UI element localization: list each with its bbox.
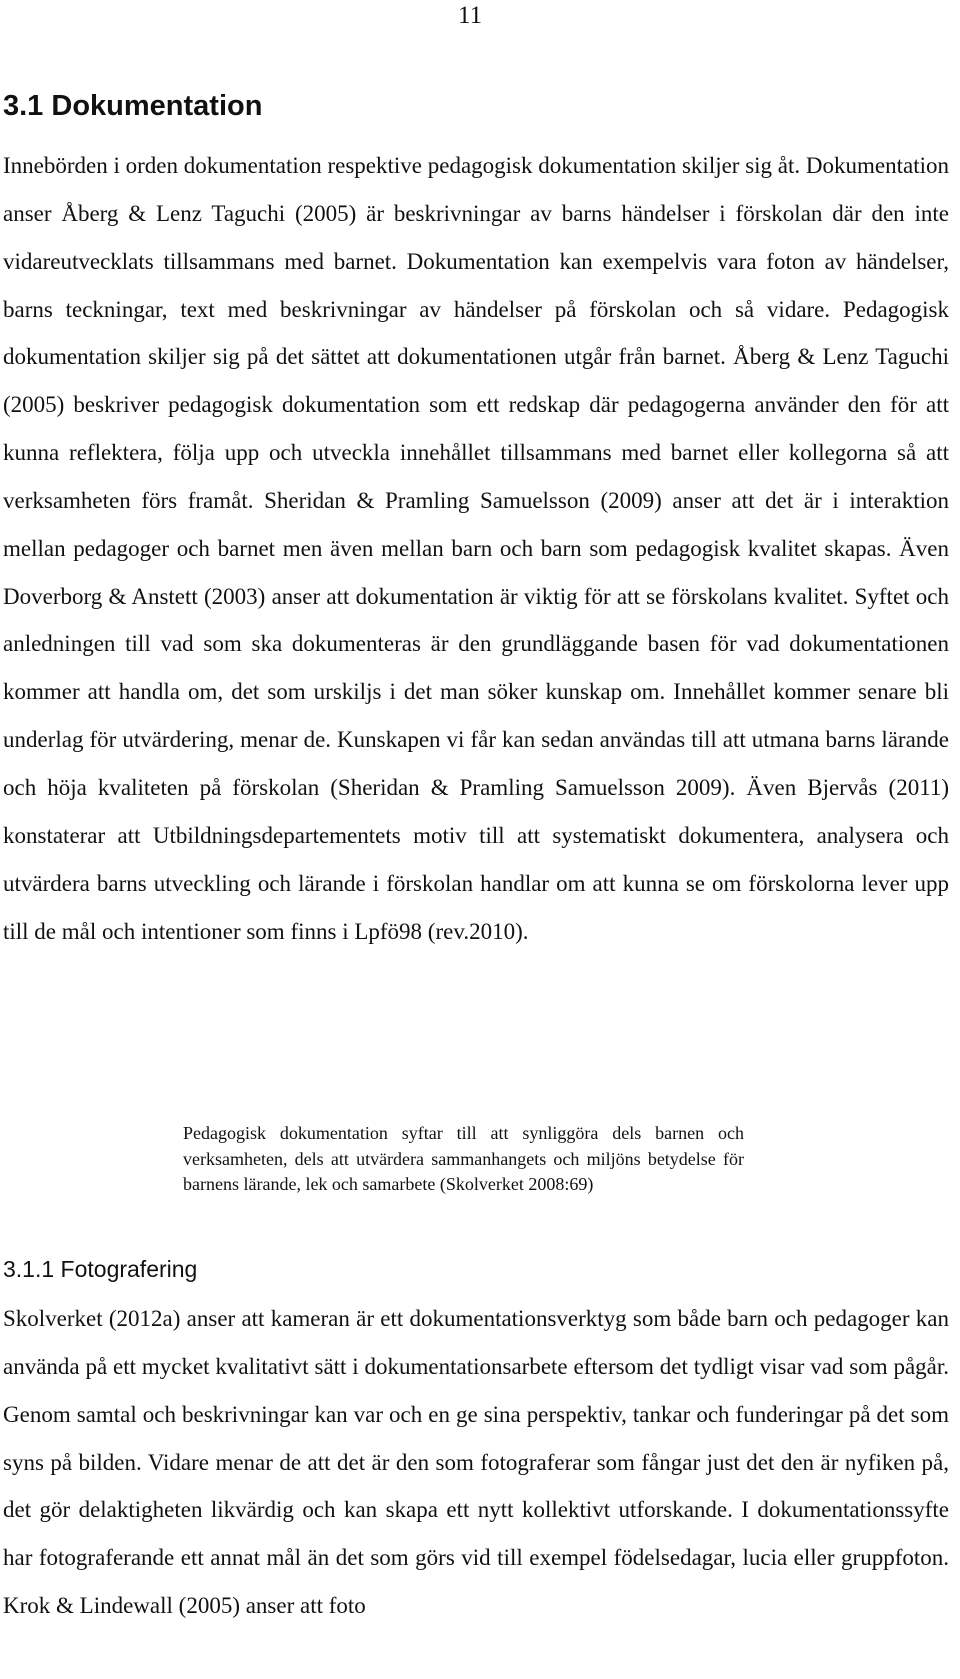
- page-number: 11: [458, 2, 483, 29]
- section-paragraph: Innebörden i orden dokumentation respektive pedagogisk dokumentation skiljer sig åt. Dokumentation anser Åberg & Lenz Taguchi (2005) är beskrivningar av barns händelser i förskolan där den inte vidareutvecklats tillsammans med barnet. Dokumentation kan exempelvis vara foton av händelser, barns teckningar, text med beskrivningar av händelser på förskolan och så vidare. Pedagogisk dokumentation skiljer sig på det sättet att dokumentationen utgår från barnet. Åberg & Lenz Taguchi (2005) beskriver pedagogisk dokumentation som ett redskap där pedagogerna använder den för att kunna reflektera, följa upp och utveckla innehållet tillsammans med barnet eller kollegorna så att verksamheten förs framåt. Sheridan & Pramling Samuelsson (2009) anser att det är i interaktion mellan pedagoger och barnet men även mellan barn och barn som pedagogisk kvalitet skapas. Även Doverborg & Anstett (2003) anser att dokumentation är viktig för att se förskolans kvalitet. Syftet och anledningen till vad som ska dokumenteras är den grundläggande basen för vad dokumentationen kommer att handla om, det som urskiljs i det man söker kunskap om. Innehållet kommer senare bli underlag för utvärdering, menar de. Kunskapen vi får kan sedan användas till att utmana barns lärande och höja kvaliteten på förskolan (Sheridan & Pramling Samuelsson 2009). Även Bjervås (2011) konstaterar att Utbildningsdepartementets motiv till att systematiskt dokumentera, analysera och utvärdera barns utveckling och lärande i förskolan handlar om att kunna se om förskolorna lever upp till de mål och intentioner som finns i Lpfö98 (rev.2010).: [3, 153, 949, 944]
- subsection-paragraph: Skolverket (2012a) anser att kameran är ett dokumentationsverktyg som både barn och pedagoger kan använda på ett mycket kvalitativt sätt i dokumentationsarbete eftersom det tydligt visar vad som pågår. Genom samtal och beskrivningar kan var och en ge sina perspektiv, tankar och funderingar på det som syns på bilden. Vidare menar de att det är den som fotograferar som fångar just det den är nyfiken på, det gör delaktigheten likvärdig och kan skapa ett nytt kollektivt utforskande. I dokumentationssyfte har fotograferande ett annat mål än det som görs vid till exempel födelsedagar, lucia eller gruppfoton. Krok & Lindewall (2005) anser att foto: [3, 1306, 949, 1619]
- block-quote: Pedagogisk dokumentation syftar till att synliggöra dels barnen och verksamheten, dels att utvärdera sammanhangets och miljöns betydelse för barnens lärande, lek och samarbete (Skolverket 2008:69): [183, 1123, 744, 1194]
- section-heading: 3.1 Dokumentation: [3, 90, 263, 122]
- subsection-heading: 3.1.1 Fotografering: [3, 1256, 198, 1282]
